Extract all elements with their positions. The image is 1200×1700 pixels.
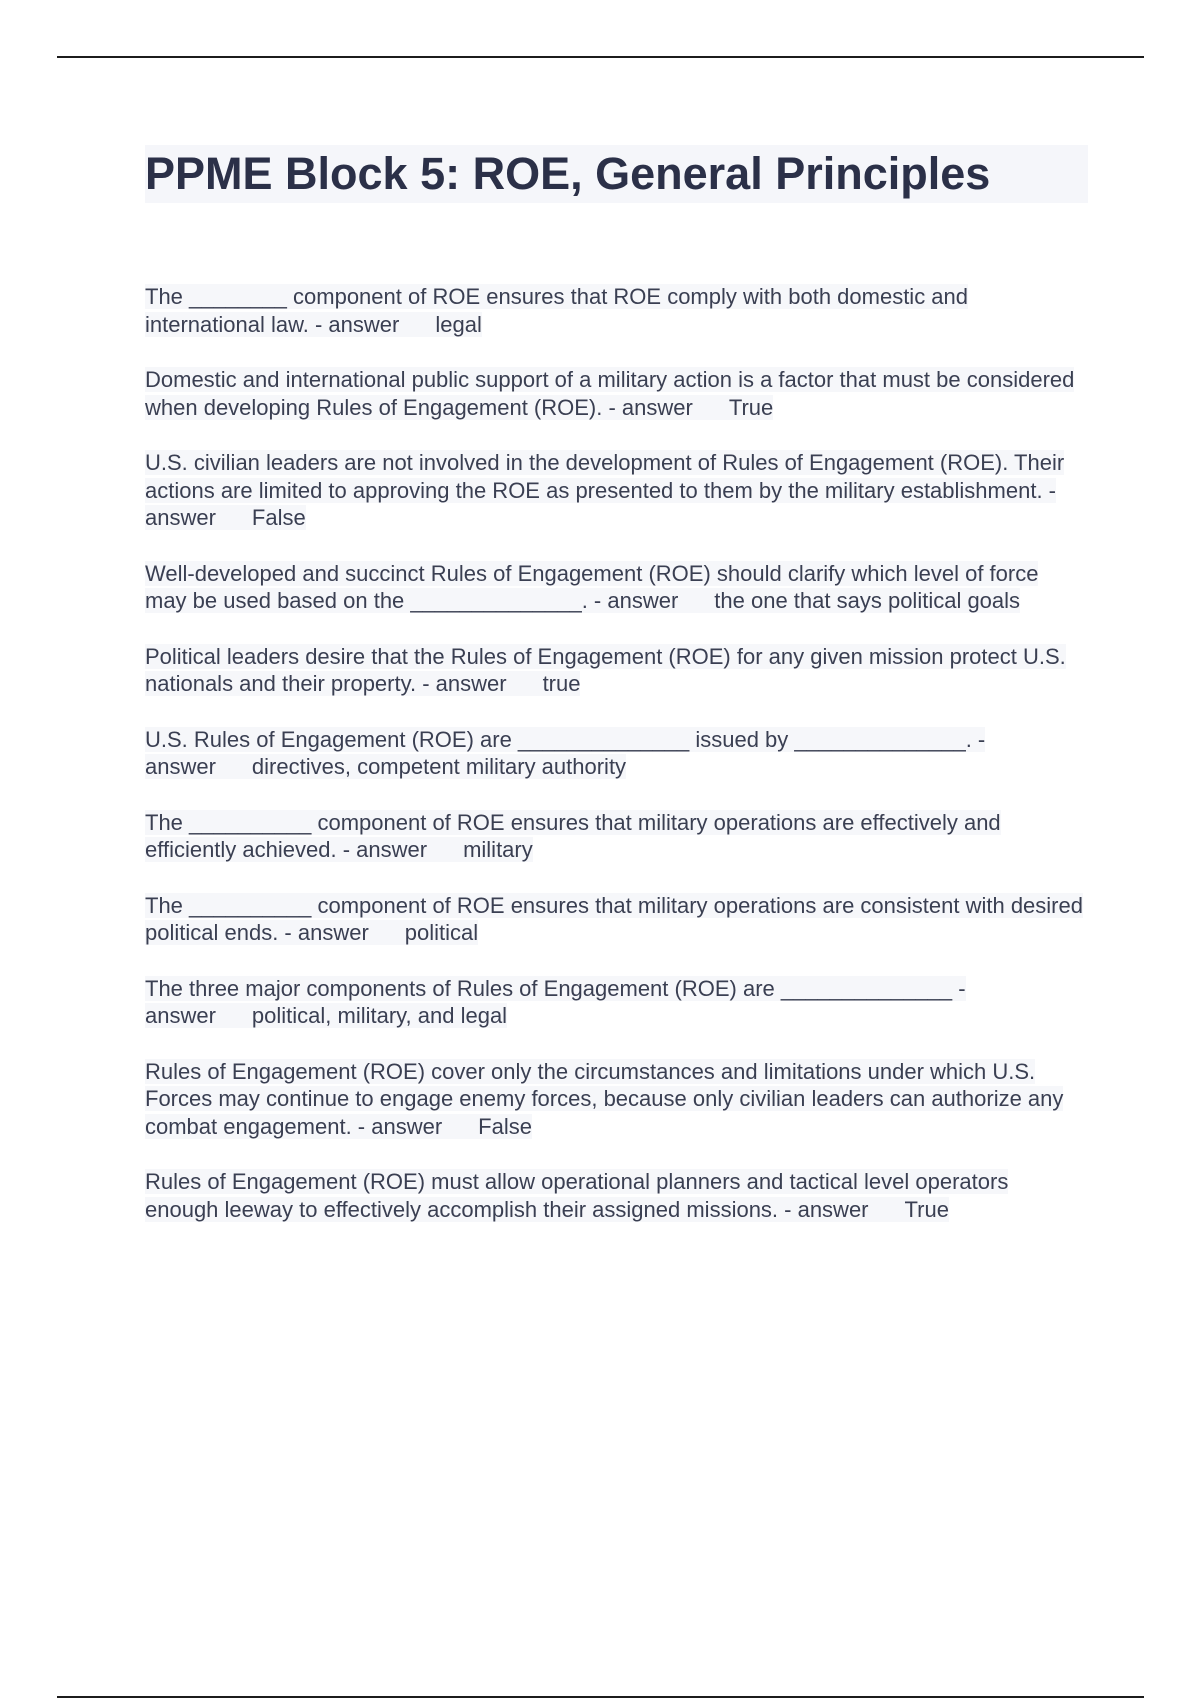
- answer-text: False: [478, 1113, 532, 1139]
- question-text: Domestic and international public support of a military action is a factor that must be considered when developing Rules of Engagement (ROE). - answer: [145, 367, 1075, 420]
- answer-text: legal: [435, 311, 482, 337]
- bottom-divider: [57, 1696, 1144, 1698]
- qa-item: [145, 366, 1085, 421]
- qa-list: [145, 283, 1085, 1251]
- qa-item: [145, 892, 1085, 947]
- answer-text: directives, competent military authority: [251, 754, 627, 779]
- answer-text: False: [251, 505, 306, 530]
- qa-item: [145, 1058, 1085, 1141]
- qa-item: [145, 726, 1085, 781]
- qa-item: [145, 283, 1085, 338]
- question-text: The ________ component of ROE ensures that ROE comply with both domestic and international law. - answer: [145, 284, 969, 337]
- question-text: Rules of Engagement (ROE) cover only the circumstances and limitations under which U.S. Forces may continue to engage enemy forces, because only civilian leaders can authorize any combat engagement. - answer: [145, 1058, 1064, 1139]
- answer-text: the one that says political goals: [714, 588, 1021, 613]
- qa-item: [145, 643, 1085, 698]
- document-title: PPME Block 5: ROE, General Principles: [145, 145, 1088, 203]
- question-text: U.S. Rules of Engagement (ROE) are ______________ issued by ______________. - answer: [145, 726, 986, 779]
- answer-text: political, military, and legal: [251, 1003, 508, 1028]
- question-text: U.S. civilian leaders are not involved in the development of Rules of Engagement (ROE). Their actions are limited to approving the ROE as presented to them by the military establishment. - answer: [145, 450, 1065, 530]
- question-text: Well-developed and succinct Rules of Engagement (ROE) should clarify which level of force may be used based on the ______________. - answer: [145, 560, 1039, 613]
- question-text: The __________ component of ROE ensures that military operations are consistent with desired political ends. - answer: [145, 892, 1083, 945]
- question-text: The __________ component of ROE ensures that military operations are effectively and efficiently achieved. - answer: [145, 809, 1001, 862]
- qa-item: [145, 975, 1085, 1030]
- answer-text: True: [728, 394, 774, 420]
- qa-item: [145, 560, 1085, 615]
- answer-text: political: [404, 920, 479, 945]
- answer-text: True: [904, 1196, 949, 1222]
- qa-item: [145, 1168, 1085, 1223]
- answer-text: true: [542, 671, 581, 696]
- question-text: The three major components of Rules of Engagement (ROE) are ______________ - answer: [145, 975, 966, 1028]
- top-divider: [57, 56, 1144, 58]
- answer-text: military: [463, 837, 533, 862]
- question-text: Political leaders desire that the Rules of Engagement (ROE) for any given mission protect U.S. nationals and their property. - answer: [145, 643, 1066, 696]
- qa-item: [145, 809, 1085, 864]
- question-text: Rules of Engagement (ROE) must allow operational planners and tactical level operators enough leeway to effectively accomplish their assigned missions. - answer: [145, 1169, 1009, 1222]
- qa-item: [145, 449, 1085, 532]
